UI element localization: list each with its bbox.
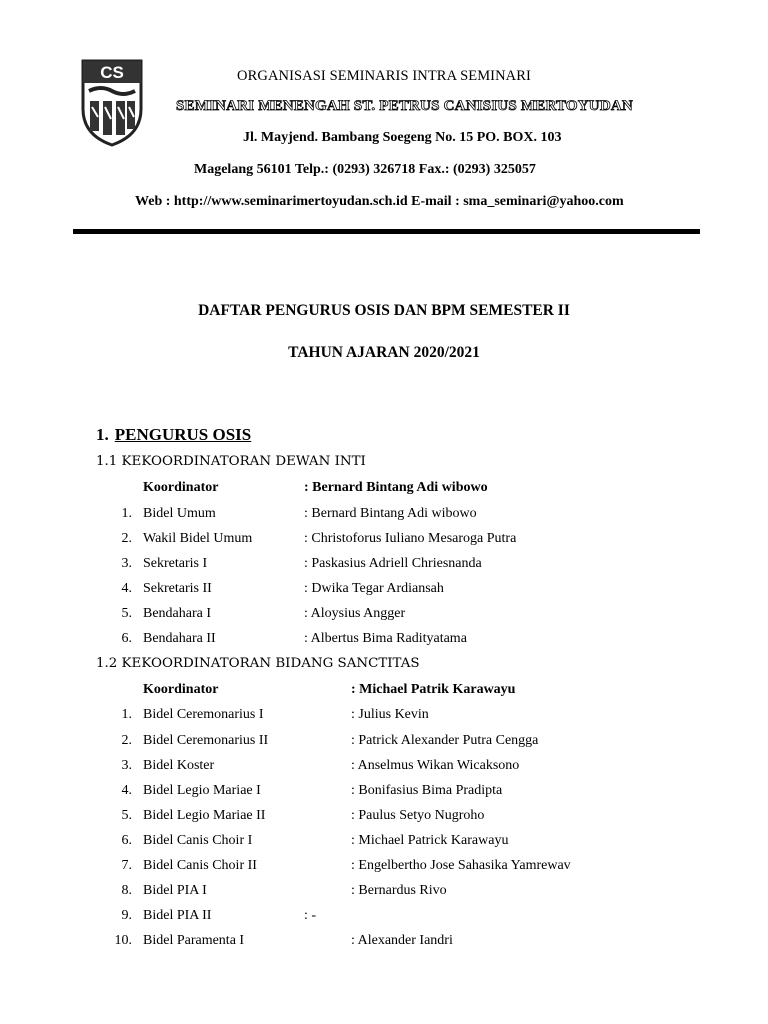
item-name: : Bernardus Rivo — [351, 883, 447, 898]
item-role: Bidel Ceremonarius I — [143, 707, 264, 722]
item-role: Bidel Canis Choir II — [143, 858, 257, 873]
item-role: Bidel Umum — [143, 506, 216, 521]
item-number: 1. — [121, 707, 132, 722]
subsection-heading: 1.1 KEKOORDINATORAN DEWAN INTI — [96, 454, 366, 469]
item-role: Bidel Ceremonarius II — [143, 733, 269, 748]
section-number: 1. — [96, 425, 109, 444]
item-name: : Anselmus Wikan Wicaksono — [351, 758, 520, 773]
item-name: : Bernard Bintang Adi wibowo — [304, 506, 477, 521]
web-email: Web : http://www.seminarimertoyudan.sch.id E-mail : sma_seminari@yahoo.com — [135, 194, 624, 209]
header-divider — [73, 229, 700, 234]
item-number: 1. — [121, 506, 132, 521]
item-name: : Julius Kevin — [351, 707, 429, 722]
item-role: Bendahara I — [143, 606, 212, 621]
item-number: 4. — [121, 581, 132, 596]
item-name: : Bonifasius Bima Pradipta — [351, 783, 503, 798]
item-number: 2. — [121, 733, 132, 748]
item-role: Bidel PIA II — [143, 908, 212, 923]
item-number: 2. — [121, 531, 132, 546]
school-address: Jl. Mayjend. Bambang Soegeng No. 15 PO. BOX. 103 — [243, 130, 562, 145]
subsection-heading: 1.2 KEKOORDINATORAN BIDANG SANCTITAS — [96, 656, 420, 671]
item-name: : Dwika Tegar Ardiansah — [304, 581, 444, 596]
item-name: : Aloysius Angger — [304, 606, 406, 621]
coordinator-label: Koordinator — [143, 682, 219, 697]
item-role: Bidel Canis Choir I — [143, 833, 253, 848]
item-number: 4. — [121, 783, 132, 798]
item-number: 3. — [121, 556, 132, 571]
item-role: Sekretaris I — [143, 556, 208, 571]
item-role: Wakil Bidel Umum — [143, 531, 253, 546]
coordinator-value: : Bernard Bintang Adi wibowo — [304, 480, 488, 495]
item-number: 3. — [121, 758, 132, 773]
section-label: PENGURUS OSIS — [114, 425, 252, 444]
item-role: Bidel Koster — [143, 758, 215, 773]
logo-text: CS — [100, 63, 124, 82]
item-number: 5. — [121, 606, 132, 621]
item-number: 6. — [121, 631, 132, 646]
item-role: Sekretaris II — [143, 581, 212, 596]
item-name: : Paulus Setyo Nugroho — [351, 808, 485, 823]
item-name: : Alexander Iandri — [351, 933, 453, 948]
item-number: 5. — [121, 808, 132, 823]
org-name: ORGANISASI SEMINARIS INTRA SEMINARI — [237, 68, 531, 84]
section-heading — [96, 425, 251, 445]
item-name: : Engelbertho Jose Sahasika Yamrewav — [351, 858, 571, 873]
item-role: Bidel Paramenta I — [143, 933, 245, 948]
item-name: : Michael Patrick Karawayu — [351, 833, 509, 848]
item-number: 9. — [121, 908, 132, 923]
item-name: : Patrick Alexander Putra Cengga — [351, 733, 539, 748]
item-role: Bidel Legio Mariae II — [143, 808, 266, 823]
item-name: : Albertus Bima Radityatama — [304, 631, 467, 646]
item-name: : Paskasius Adriell Chriesnanda — [304, 556, 482, 571]
coordinator-value: : Michael Patrik Karawayu — [351, 682, 516, 697]
item-name: : Christoforus Iuliano Mesaroga Putra — [304, 531, 517, 546]
item-role: Bidel PIA I — [143, 883, 207, 898]
coordinator-label: Koordinator — [143, 480, 219, 495]
item-role: Bidel Legio Mariae I — [143, 783, 261, 798]
item-number: 8. — [121, 883, 132, 898]
item-number: 7. — [121, 858, 132, 873]
item-role: Bendahara II — [143, 631, 216, 646]
city-phone-fax: Magelang 56101 Telp.: (0293) 326718 Fax.: (0293) 325057 — [194, 162, 536, 177]
item-name: : - — [304, 908, 317, 923]
item-number: 10. — [114, 933, 132, 948]
item-number: 6. — [121, 833, 132, 848]
school-name: SEMINARI MENENGAH ST. PETRUS CANISIUS MERTOYUDAN — [176, 98, 633, 114]
document-subtitle: TAHUN AJARAN 2020/2021 — [288, 344, 480, 361]
document-title: DAFTAR PENGURUS OSIS DAN BPM SEMESTER II — [198, 302, 570, 319]
